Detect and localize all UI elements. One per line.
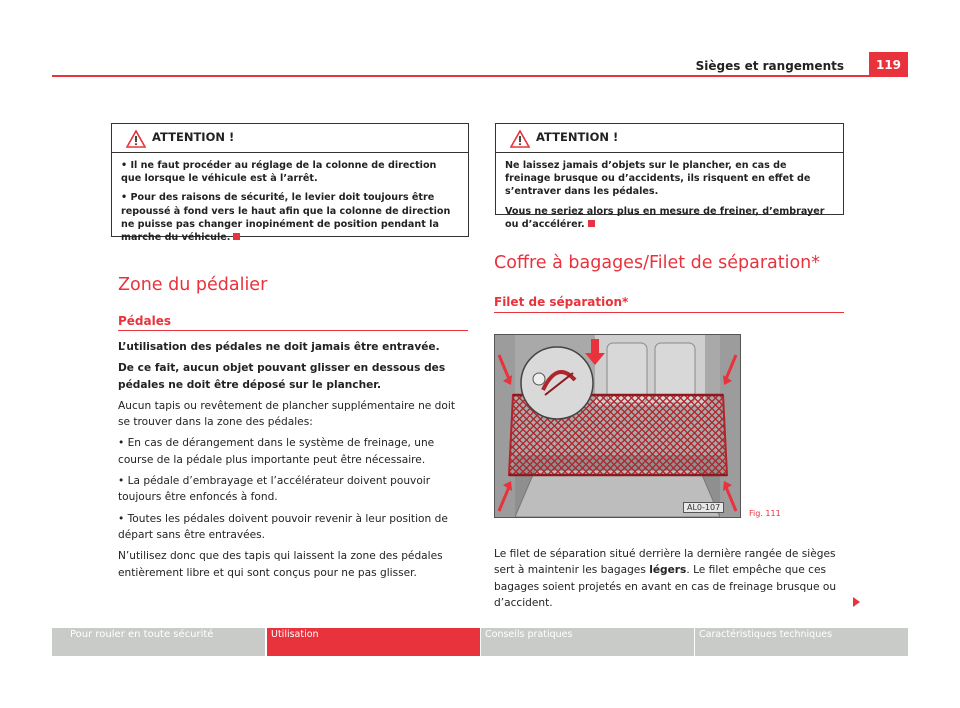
header-rule — [52, 75, 908, 77]
warning-item: • Pour des raisons de sécurité, le levier doit toujours être repoussé à fond vers le haut afin que la colonne de direction ne puisse pas changer inopinément de position pendant la marche du véhicule. — [121, 192, 451, 244]
paragraph: N’utilisez donc que des tapis qui laissent la zone des pédales entièrement libre et qui sont conçus pour ne pas glisser. — [118, 550, 443, 579]
end-marker-icon — [588, 220, 595, 227]
paragraph: Aucun tapis ou revêtement de plancher supplémentaire ne doit se trouver dans la zone des pédales: — [118, 399, 455, 429]
filet-body-text: Le filet de séparation situé derrière la dernière rangée de sièges sert à maintenir les bagages légers. Le filet empêche que ces bagages soient projetés en avant en cas de freinage brusque ou d’accident. — [494, 548, 837, 609]
cargo-net-illustration — [495, 335, 740, 517]
page-number: 119 — [869, 52, 908, 77]
warning-header — [496, 124, 843, 153]
figure-code: AL0-107 — [683, 502, 724, 513]
continue-arrow-icon — [853, 597, 860, 607]
section-heading-coffre: Coffre à bagages/Filet de séparation* — [494, 253, 821, 273]
warning-title: ATTENTION ! — [152, 130, 235, 144]
tab-caracteristiques-techniques[interactable]: Caractéristiques techniques — [695, 628, 908, 656]
bullet-item: • En cas de dérangement dans le système de freinage, une course de la pédale plus importante peut être nécessaire. — [118, 437, 435, 466]
bullet-item: • La pédale d’embrayage et l’accélérateur doivent pouvoir toujours être enfoncés à fond. — [118, 475, 431, 504]
warning-triangle-icon — [510, 130, 530, 148]
figure-label: Fig. 111 — [749, 509, 781, 518]
heading-rule — [494, 312, 844, 313]
bullet-item: • Toutes les pédales doivent pouvoir revenir à leur position de départ sans être entravées. — [118, 512, 448, 541]
tab-pour-rouler-en-toute-securite[interactable]: Pour rouler en toute sécurité — [52, 628, 265, 656]
chapter-title: Sièges et rangements — [695, 59, 844, 73]
warning-header — [112, 124, 468, 153]
cargo-net-figure — [494, 334, 741, 518]
subsection-heading-filet: Filet de séparation* — [494, 295, 629, 309]
warning-body — [112, 153, 468, 256]
tab-conseils-pratiques[interactable]: Conseils pratiques — [481, 628, 694, 656]
section-heading-pedalier: Zone du pédalier — [118, 275, 268, 295]
pedales-body-text — [118, 339, 470, 586]
warning-body — [496, 153, 843, 243]
warning-box-right — [495, 123, 844, 230]
bold-paragraph: L’utilisation des pédales ne doit jamais être entravée. — [118, 341, 440, 353]
warning-title: ATTENTION ! — [536, 130, 619, 144]
subsection-heading-pedales: Pédales — [118, 314, 172, 328]
warning-item: • Il ne faut procéder au réglage de la colonne de direction que lorsque le véhicule est à l’arrêt. — [121, 160, 437, 185]
warning-paragraph: Vous ne seriez alors plus en mesure de freiner, d’embrayer ou d’accélérer. — [505, 205, 825, 230]
warning-triangle-icon — [126, 130, 146, 148]
heading-rule — [118, 330, 468, 331]
tab-utilisation[interactable]: Utilisation — [267, 628, 480, 656]
end-marker-icon — [233, 233, 240, 240]
warning-box-left — [111, 123, 469, 244]
bold-paragraph: De ce fait, aucun objet pouvant glisser en dessous des pédales ne doit être déposé sur le plancher. — [118, 362, 446, 391]
warning-paragraph: Ne laissez jamais d’objets sur le plancher, en cas de freinage brusque ou d’accidents, ils risquent en effet de s’entraver dans les pédales. — [505, 160, 811, 198]
